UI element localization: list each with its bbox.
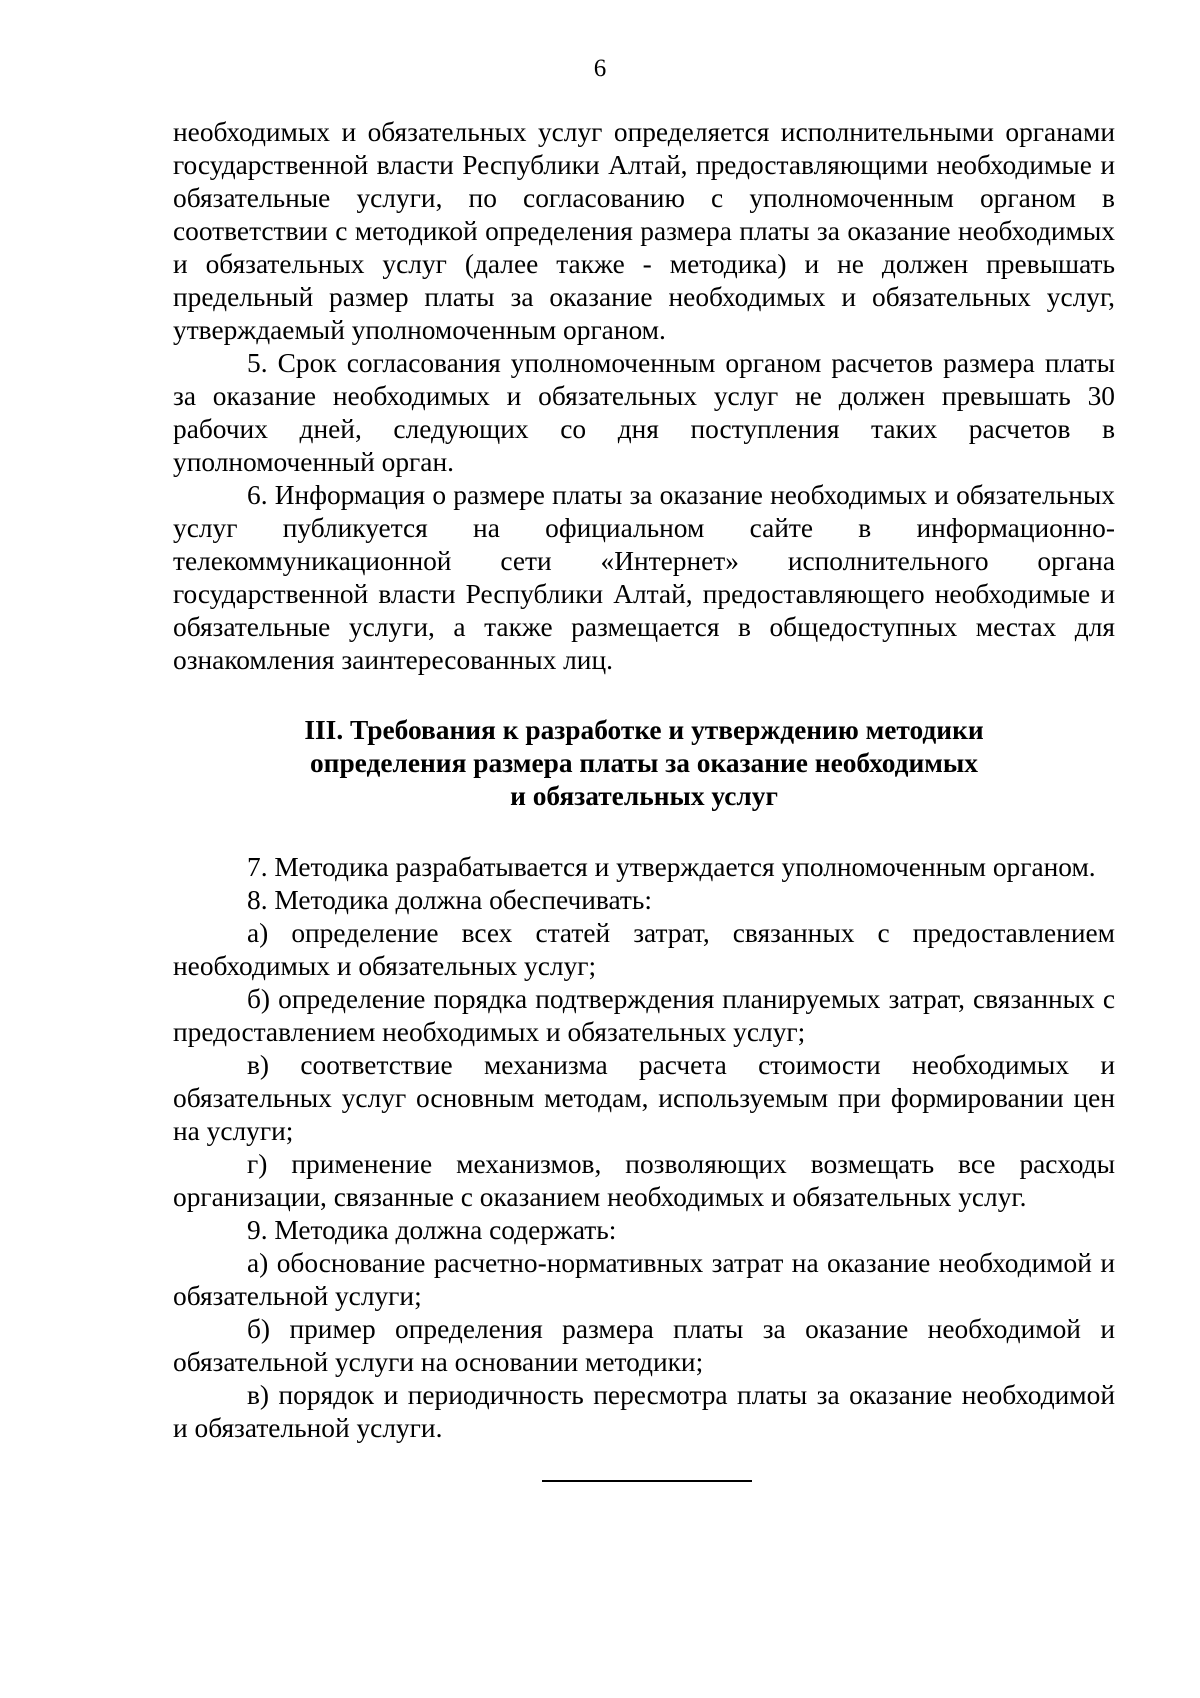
page-number: 6 [593, 55, 607, 82]
paragraph-item-7: 7. Методика разрабатывается и утверждается уполномоченным органом. [247, 852, 1096, 882]
paragraph-continuation: необходимых и обязательных услуг определяется исполнительными органами государственной власти Республики Алтай, предоставляющими необходимые и обязательные услуги, по согласованию с уполномоченным органом в соответствии с методикой определения размера платы за оказание необходимых и обязательных услуг (далее также - методика) и не должен превышать предельный размер платы за оказание необходимых и обязательных услуг, утверждаемый уполномоченным органом. [173, 117, 1115, 345]
paragraph-item-5: 5. Срок согласования уполномоченным органом расчетов размера платы за оказание необходимых и обязательных услуг не должен превышать 30 рабочих дней, следующих со дня поступления таких расчетов в уполномоченный орган. [173, 348, 1115, 477]
section-heading-line-3: и обязательных услуг [510, 781, 778, 811]
paragraph-item-9v: в) порядок и периодичность пересмотра платы за оказание необходимой и обязательной услуги. [173, 1380, 1115, 1443]
paragraph-item-8v: в) соответствие механизма расчета стоимости необходимых и обязательных услуг основным методам, используемым при формировании цен на услуги; [173, 1050, 1115, 1146]
paragraph-item-8a: а) определение всех статей затрат, связанных с предоставлением необходимых и обязательных услуг; [173, 918, 1115, 981]
section-heading-line-2: определения размера платы за оказание необходимых [309, 748, 979, 778]
paragraph-item-9b: б) пример определения размера платы за оказание необходимой и обязательной услуги на основании методики; [173, 1314, 1115, 1377]
section-heading [173, 714, 1115, 813]
paragraph-item-8b: б) определение порядка подтверждения планируемых затрат, связанных с предоставлением необходимых и обязательных услуг; [173, 984, 1115, 1047]
section-heading-line-1: III. Требования к разработке и утверждению методики [304, 715, 984, 745]
paragraph-item-9a: а) обоснование расчетно-нормативных затрат на оказание необходимой и обязательной услуги; [173, 1248, 1115, 1311]
paragraph-item-6: 6. Информация о размере платы за оказание необходимых и обязательных услуг публикуется на официальном сайте в информационно-телекоммуникационной сети «Интернет» исполнительного органа государственной власти Республики Алтай, предоставляющего необходимые и обязательные услуги, а также размещается в общедоступных местах для ознакомления заинтересованных лиц. [173, 480, 1115, 675]
paragraph-item-9: 9. Методика должна содержать: [247, 1215, 617, 1245]
paragraph-item-8: 8. Методика должна обеспечивать: [247, 885, 653, 915]
end-separator-line [542, 1480, 752, 1482]
document-body [173, 116, 1115, 1445]
paragraph-item-8g: г) применение механизмов, позволяющих возмещать все расходы организации, связанные с оказанием необходимых и обязательных услуг. [173, 1149, 1115, 1212]
